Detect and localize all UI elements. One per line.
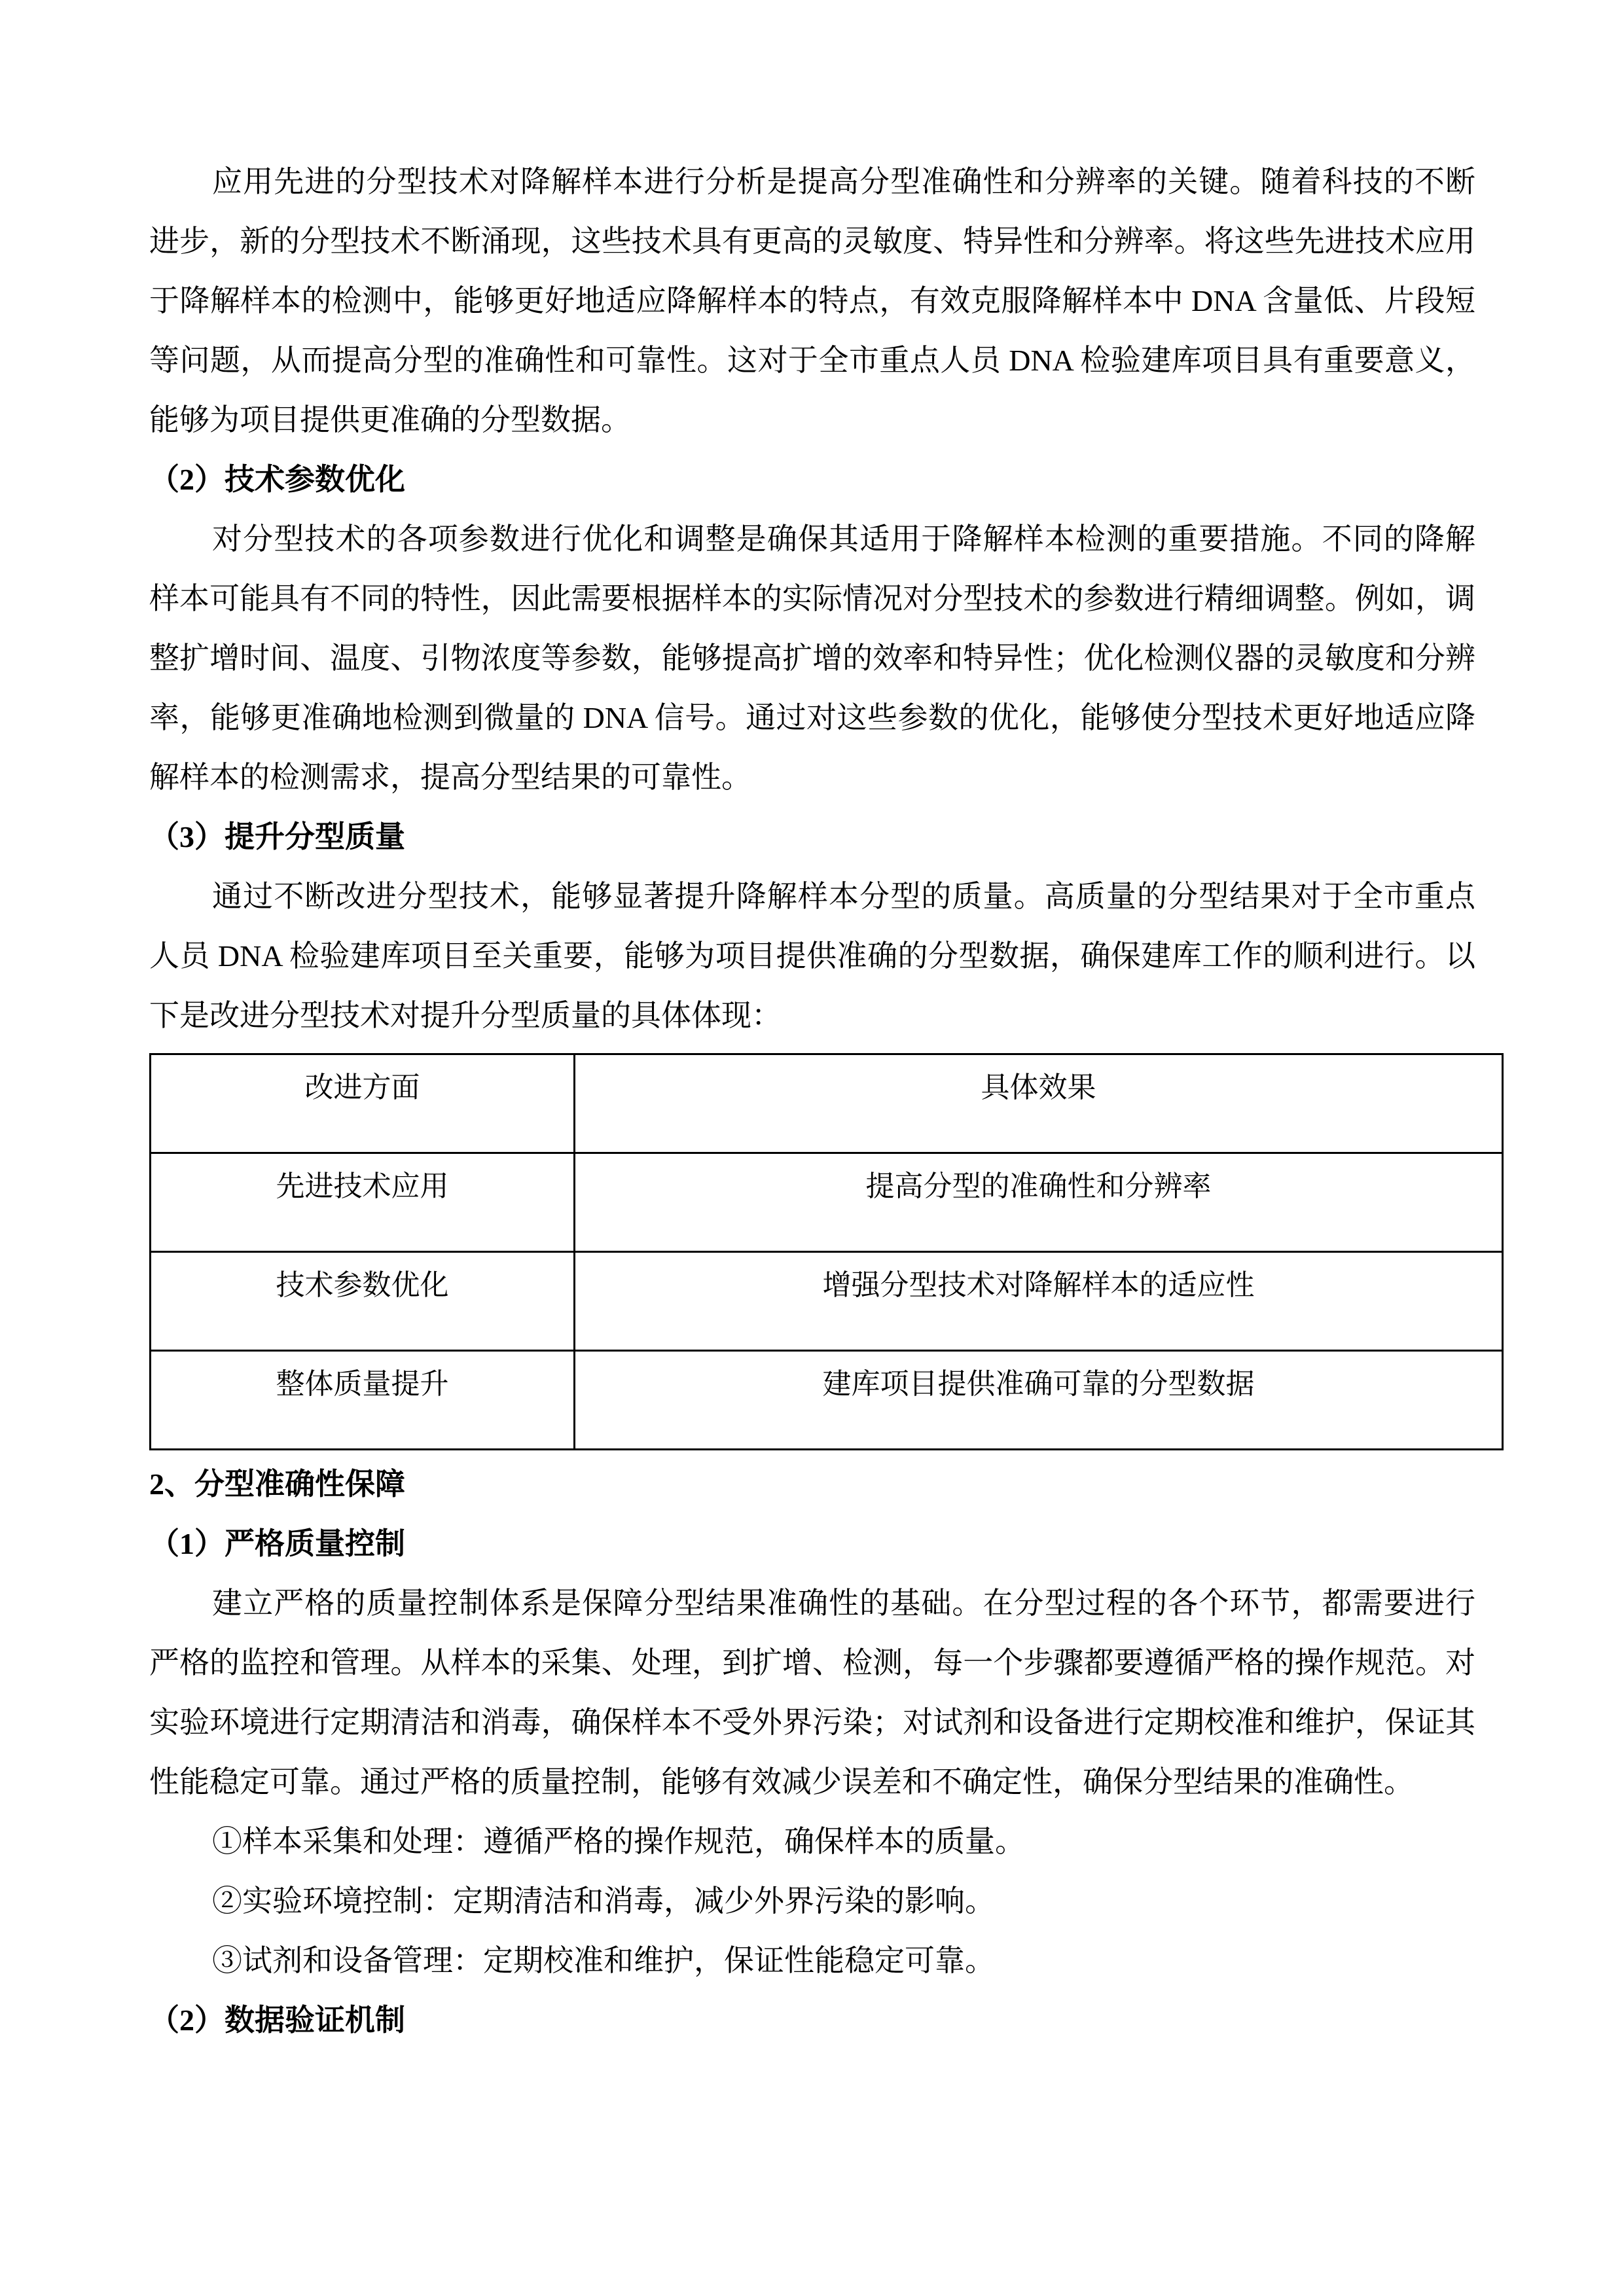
paragraph-advanced-typing-tech: 应用先进的分型技术对降解样本进行分析是提高分型准确性和分辨率的关键。随着科技的不断进步，新的分型技术不断涌现，这些技术具有更高的灵敏度、特异性和分辨率。将这些先进技术应用于降解样本的检测中，能够更好地适应降解样本的特点，有效克服降解样本中 DNA 含量低、片段短等问题，从而提高分型的准确性和可靠性。这对于全市重点人员 DNA 检验建库项目具有重要意义，能够为项目提供更准确的分型数据。 (149, 165, 1475, 437)
table-cell-effect: 提高分型的准确性和分辨率 (575, 1153, 1503, 1252)
table-header-cell-aspect: 改进方面 (151, 1054, 575, 1153)
list-item-reagent-equipment-management: ③试剂和设备管理：定期校准和维护，保证性能稳定可靠。 (212, 1944, 995, 1977)
table-cell-effect: 增强分型技术对降解样本的适应性 (575, 1252, 1503, 1351)
table-header-cell-effect: 具体效果 (575, 1054, 1503, 1153)
table-improvement-effects (149, 1053, 1504, 1450)
heading-tech-parameter-optimization: （2）技术参数优化 (149, 463, 405, 496)
heading-typing-accuracy-assurance: 2、分型准确性保障 (149, 1467, 405, 1501)
heading-data-validation-mechanism: （2）数据验证机制 (149, 2003, 405, 2037)
list-item-lab-environment-control: ②实验环境控制：定期清洁和消毒，减少外界污染的影响。 (212, 1884, 995, 1918)
heading-strict-quality-control: （1）严格质量控制 (149, 1527, 405, 1560)
table-row (151, 1153, 1503, 1252)
list-item-sample-collection: ①样本采集和处理：遵循严格的操作规范，确保样本的质量。 (212, 1825, 1025, 1858)
heading-improve-typing-quality: （3）提升分型质量 (149, 820, 405, 853)
paragraph-improve-typing-quality: 通过不断改进分型技术，能够显著提升降解样本分型的质量。高质量的分型结果对于全市重点人员 DNA 检验建库项目至关重要，能够为项目提供准确的分型数据，确保建库工作的顺利进行。以下是改进分型技术对提升分型质量的具体体现： (149, 880, 1475, 1032)
document-body (149, 152, 1475, 2050)
table-cell-aspect: 技术参数优化 (151, 1252, 575, 1351)
table-row (151, 1351, 1503, 1450)
table-row (151, 1252, 1503, 1351)
table-cell-aspect: 先进技术应用 (151, 1153, 575, 1252)
paragraph-parameter-optimization: 对分型技术的各项参数进行优化和调整是确保其适用于降解样本检测的重要措施。不同的降解样本可能具有不同的特性，因此需要根据样本的实际情况对分型技术的参数进行精细调整。例如，调整扩增时间、温度、引物浓度等参数，能够提高扩增的效率和特异性；优化检测仪器的灵敏度和分辨率，能够更准确地检测到微量的 DNA 信号。通过对这些参数的优化，能够使分型技术更好地适应降解样本的检测需求，提高分型结果的可靠性。 (149, 522, 1475, 794)
table-cell-aspect: 整体质量提升 (151, 1351, 575, 1450)
table-cell-effect: 建库项目提供准确可靠的分型数据 (575, 1351, 1503, 1450)
table-header-row (151, 1054, 1503, 1153)
paragraph-strict-quality-control: 建立严格的质量控制体系是保障分型结果准确性的基础。在分型过程的各个环节，都需要进行严格的监控和管理。从样本的采集、处理，到扩增、检测，每一个步骤都要遵循严格的操作规范。对实验环境进行定期清洁和消毒，确保样本不受外界污染；对试剂和设备进行定期校准和维护，保证其性能稳定可靠。通过严格的质量控制，能够有效减少误差和不确定性，确保分型结果的准确性。 (149, 1587, 1475, 1799)
